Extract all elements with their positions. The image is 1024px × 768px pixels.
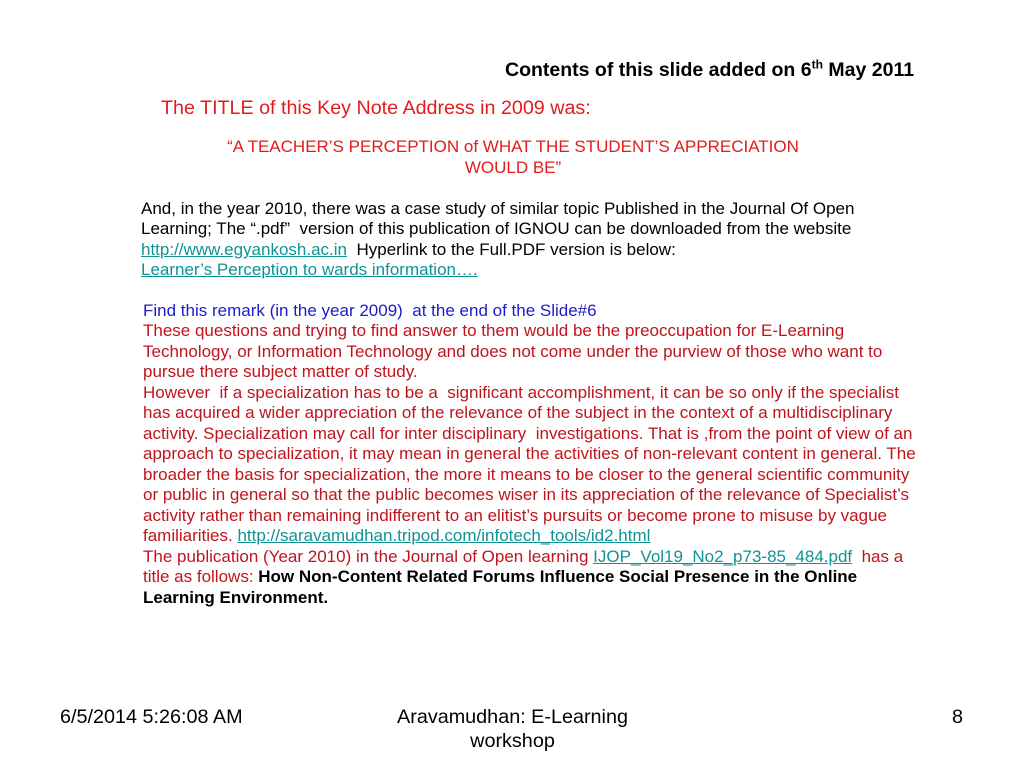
egyankosh-link[interactable]: http://www.egyankosh.ac.in [141,239,348,259]
intro-line-2: Learning; The “.pdf” version of this publication of IGNOU can be downloaded from the website [141,219,852,239]
remark-line-13 [143,567,916,588]
quoted-title-line-2: WOULD BE” [464,157,562,177]
update-note-ordinal-suffix: th [811,57,824,72]
remark-line-3: pursue there subject matter of study. [143,362,418,382]
familiarities-text: familiarities. [143,526,238,546]
remark-line-1: These questions and trying to find answer to them would be the preoccupation for E-Learning [143,321,845,341]
remark-line-5: has acquired a wider appreciation of the relevance of the subject in the context of a multidisciplinary [143,403,893,423]
intro-line-4 [141,260,854,281]
remark-line-14 [143,588,916,609]
learner-perception-link[interactable]: Learner’s Perception to wards information…. [141,260,478,280]
remark-line-8: broader the basis for specialization, the more it means to be closer to the general scientific community [143,464,910,484]
remark-line-11 [143,526,916,547]
remark-line-10: activity rather than remaining indifferent to an elitist’s pursuits or become prone to misuse by vague [143,505,887,525]
slide-number: 8 [951,706,963,728]
keynote-title-intro: The TITLE of this Key Note Address in 2009 was: [161,97,591,119]
slide-update-note [505,58,914,82]
footer-title-line-2: workshop [470,730,555,752]
footer-title [342,705,683,753]
remark-line-2: Technology, or Information Technology and does not come under the purview of those who want to [143,341,883,361]
publication-text: The publication (Year 2010) in the Journal of Open learning [143,546,594,566]
update-note-suffix: May 2011 [823,59,915,81]
footer-date: 6/5/2014 5:26:08 AM [60,706,243,728]
remark-line-4: However if a specialization has to be a significant accomplishment, it can be so only if the specialist [143,382,899,402]
article-title-line-2: Learning Environment. [143,587,329,607]
quoted-title-line-1: “A TEACHER’S PERCEPTION of WHAT THE STUDENT’S APPRECIATION [227,136,799,156]
remark-line-9: or public in general so that the public becomes wiser in its appreciation of the relevance of Specialist’s [143,485,910,505]
title-as-follows-text: title as follows: [143,567,259,587]
remark-line-7: approach to specialization, it may mean in general the activities of non-relevant content in general. The [143,444,916,464]
remark-line-6: activity. Specialization may call for inter disciplinary investigations. That is ,from the point of view of an [143,423,913,443]
remark-line-12 [143,547,916,568]
intro-line-1: And, in the year 2010, there was a case study of similar topic Published in the Journal Of Open [141,198,855,218]
intro-line-3-text: Hyperlink to the Full.PDF version is below: [347,239,676,259]
ijop-pdf-link[interactable]: IJOP_Vol19_No2_p73-85_484.pdf [593,546,853,566]
keynote-quoted-title [141,136,885,178]
intro-paragraph [141,199,854,281]
remark-block [143,301,916,609]
publication-text-end: has a [852,546,904,566]
footer-title-line-1: Aravamudhan: E-Learning [397,706,628,728]
article-title-line-1: How Non-Content Related Forums Influence Social Presence in the Online [258,567,858,587]
update-note-prefix: Contents of this slide added on 6 [505,59,812,81]
saravamudhan-link[interactable]: http://saravamudhan.tripod.com/infotech_tools/id2.html [237,526,651,546]
intro-line-3 [141,240,854,261]
remark-intro: Find this remark (in the year 2009) at the end of the Slide#6 [143,300,597,320]
